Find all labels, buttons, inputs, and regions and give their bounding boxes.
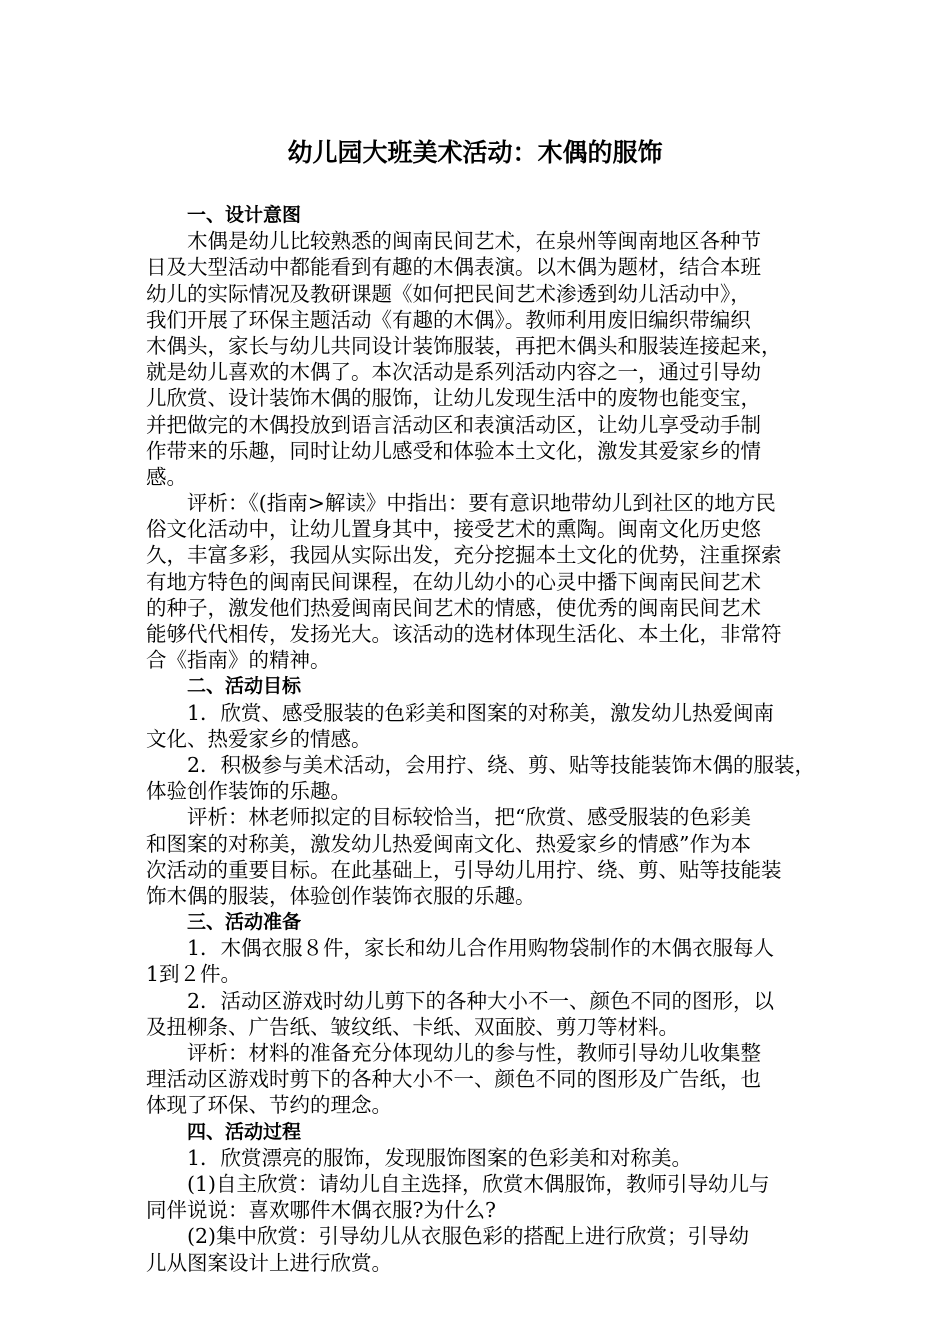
section-heading: 一、设计意图 bbox=[187, 204, 302, 226]
paragraph-line: 体现了环保、节约的理念。 bbox=[146, 1093, 392, 1118]
paragraph-line: 木偶头，家长与幼儿共同设计装饰服装，再把木偶头和服装连接起来， bbox=[146, 333, 782, 358]
paragraph-line: 的种子，激发他们热爱闽南民间艺术的情感，使优秀的闽南民间艺术 bbox=[146, 595, 761, 620]
paragraph-line: 作带来的乐趣，同时让幼儿感受和体验本土文化，激发其爱家乡的情 bbox=[146, 438, 761, 463]
paragraph-line: 合《指南》的精神。 bbox=[146, 648, 331, 673]
paragraph-line: 感。 bbox=[146, 464, 187, 489]
paragraph-line: 有地方特色的闽南民间课程，在幼儿幼小的心灵中播下闽南民间艺术 bbox=[146, 569, 761, 594]
paragraph-line: 次活动的重要目标。在此基础上，引导幼儿用拧、绕、剪、贴等技能装 bbox=[146, 857, 782, 882]
paragraph-line: 日及大型活动中都能看到有趣的木偶表演。以木偶为题材，结合本班 bbox=[146, 255, 761, 280]
paragraph-line: 体验创作装饰的乐趣。 bbox=[146, 779, 351, 804]
paragraph-line: 我们开展了环保主题活动《有趣的木偶》。教师利用废旧编织带编织 bbox=[146, 307, 751, 332]
section-heading: 三、活动准备 bbox=[187, 911, 302, 934]
paragraph-line: 理活动区游戏时剪下的各种大小不一、颜色不同的图形及广告纸，也 bbox=[146, 1067, 761, 1092]
paragraph-line: 幼儿的实际情况及教研课题《如何把民间艺术渗透到幼儿活动中》， bbox=[146, 281, 751, 306]
paragraph-line: 儿从图案设计上进行欣赏。 bbox=[146, 1250, 392, 1275]
paragraph-line: 1．欣赏漂亮的服饰，发现服饰图案的色彩美和对称美。 bbox=[187, 1145, 693, 1170]
paragraph-line: 及扭柳条、广告纸、皱纹纸、卡纸、双面胶、剪刀等材料。 bbox=[146, 1014, 679, 1039]
document-body bbox=[146, 202, 816, 1276]
paragraph-line: (1)自主欣赏：请幼儿自主选择，欣赏木偶服饰，教师引导幼儿与 bbox=[187, 1171, 770, 1196]
paragraph-line: 1．欣赏、感受服装的色彩美和图案的对称美，激发幼儿热爱闽南 bbox=[187, 700, 775, 725]
paragraph-line: 2．活动区游戏时幼儿剪下的各种大小不一、颜色不同的图形，以 bbox=[187, 988, 775, 1013]
paragraph-line: 评析：《(指南>解读》中指出：要有意识地带幼儿到社区的地方民 bbox=[187, 491, 776, 516]
paragraph-line: 1到２件。 bbox=[146, 962, 242, 987]
paragraph-line: 能够代代相传，发扬光大。该活动的选材体现生活化、本土化，非常符 bbox=[146, 622, 782, 646]
document-title: 幼儿园大班美术活动：木偶的服饰 bbox=[287, 138, 663, 167]
paragraph-line: 儿欣赏、设计装饰木偶的服饰，让幼儿发现生活中的废物也能变宝， bbox=[146, 386, 761, 411]
paragraph-line: 就是幼儿喜欢的木偶了。本次活动是系列活动内容之一，通过引导幼 bbox=[146, 360, 761, 385]
paragraph-line: (2)集中欣赏：引导幼儿从衣服色彩的搭配上进行欣赏；引导幼 bbox=[187, 1224, 750, 1249]
section-heading: 二、活动目标 bbox=[187, 675, 302, 698]
section-heading: 四、活动过程 bbox=[187, 1120, 302, 1143]
paragraph-line: 木偶是幼儿比较熟悉的闽南民间艺术，在泉州等闽南地区各种节 bbox=[187, 229, 761, 254]
paragraph-line: 评析：林老师拟定的目标较恰当，把“欣赏、感受服装的色彩美 bbox=[187, 805, 751, 830]
paragraph-line: 俗文化活动中，让幼儿置身其中，接受艺术的熏陶。闽南文化历史悠 bbox=[146, 517, 761, 542]
paragraph-line: 评析：材料的准备充分体现幼儿的参与性，教师引导幼儿收集整 bbox=[187, 1041, 761, 1065]
paragraph-line: 久，丰富多彩，我园从实际出发，充分挖掘本土文化的优势，注重探索 bbox=[146, 543, 782, 568]
paragraph-line: 同伴说说：喜欢哪件木偶衣服?为什么? bbox=[146, 1198, 496, 1223]
paragraph-line: 并把做完的木偶投放到语言活动区和表演活动区，让幼儿享受动手制 bbox=[146, 412, 761, 437]
paragraph-line: 饰木偶的服装，体验创作装饰衣服的乐趣。 bbox=[146, 883, 536, 908]
paragraph-line: 文化、热爱家乡的情感。 bbox=[146, 726, 372, 751]
paragraph-line: 和图案的对称美，激发幼儿热爱闽南文化、热爱家乡的情感”作为本 bbox=[146, 831, 751, 856]
paragraph-line: 2．积极参与美术活动，会用拧、绕、剪、贴等技能装饰木偶的服装， bbox=[187, 752, 816, 777]
paragraph-line: 1．木偶衣服８件，家长和幼儿合作用购物袋制作的木偶衣服每人 bbox=[187, 936, 775, 961]
